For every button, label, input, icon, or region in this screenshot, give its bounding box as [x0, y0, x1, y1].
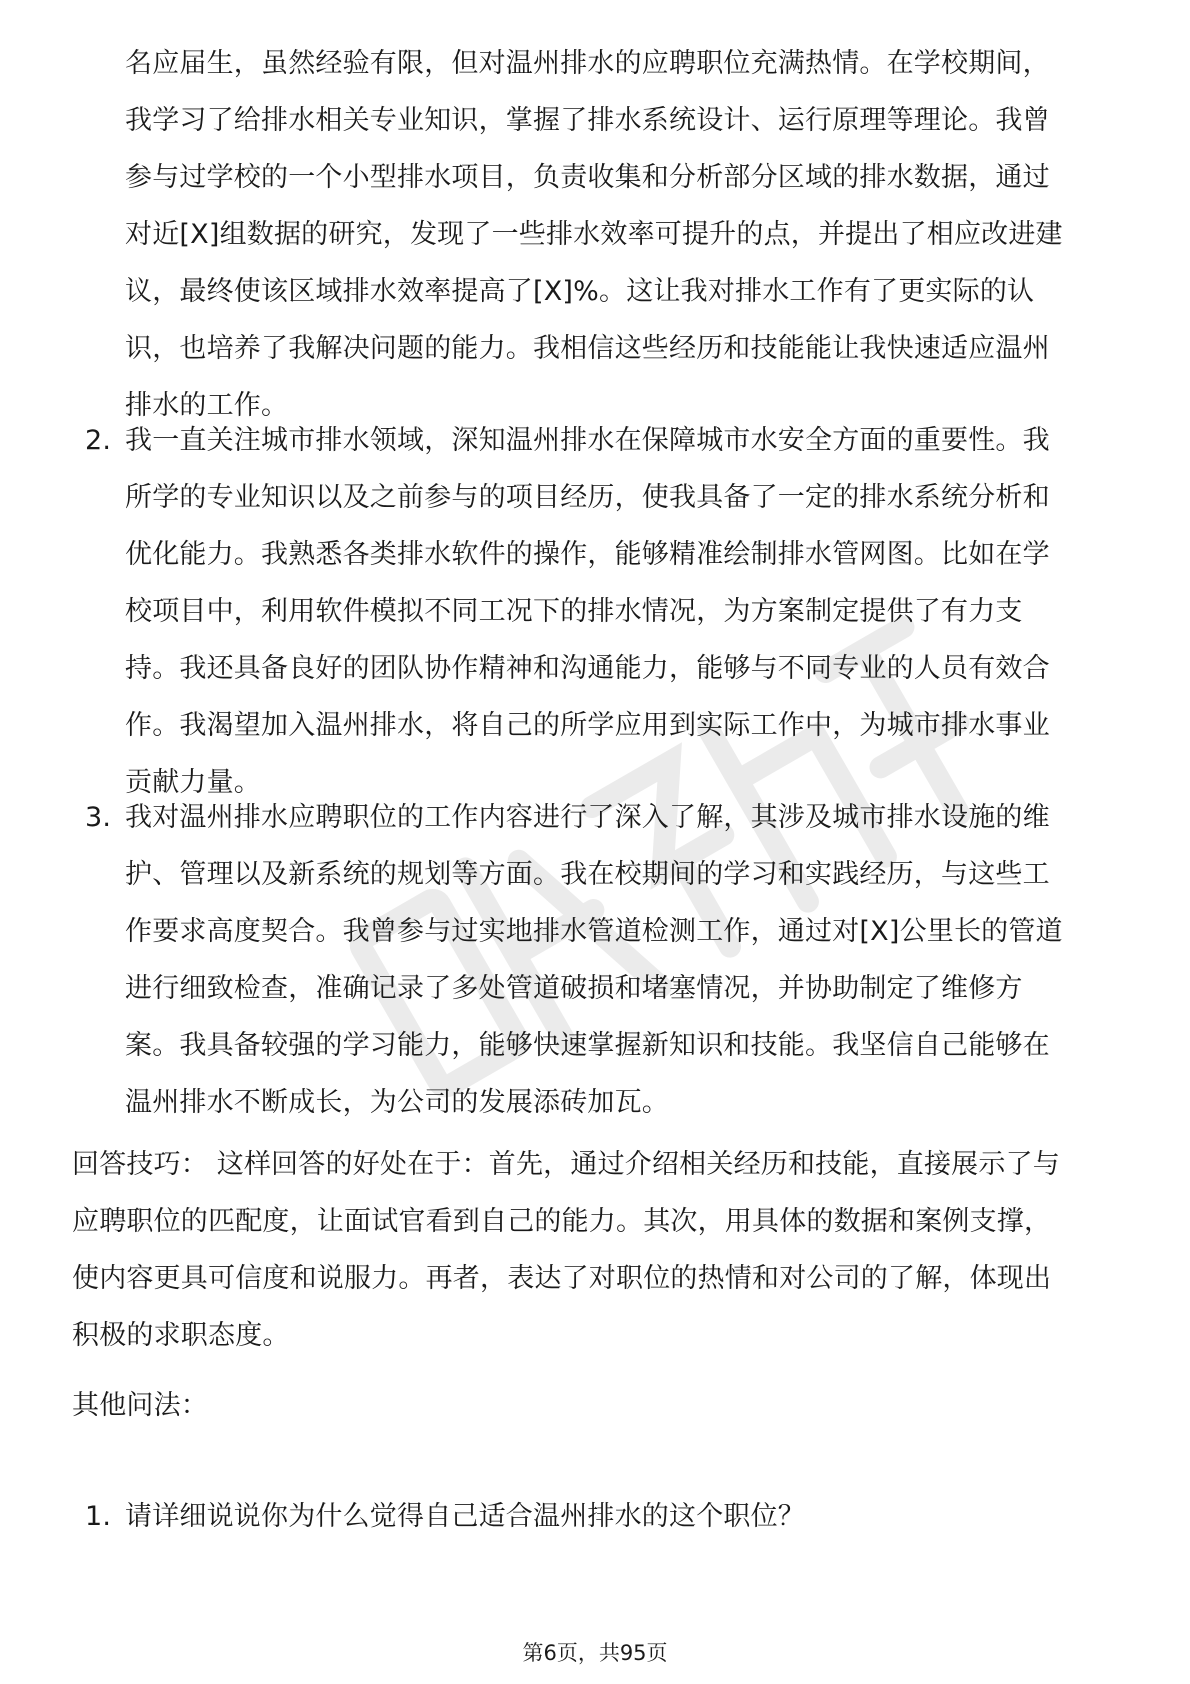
page-number: 第6页，共95页: [522, 1641, 668, 1665]
text-line: 进行细致检查，准确记录了多处管道破损和堵塞情况，并协助制定了维修方: [125, 973, 1023, 1004]
text-line: 对近[X]组数据的研究，发现了一些排水效率可提升的点，并提出了相应改进建: [125, 219, 1063, 250]
text-line: 使内容更具可信度和说服力。再者，表达了对职位的热情和对公司的了解，体现出: [72, 1263, 1052, 1294]
text-line: 优化能力。我熟悉各类排水软件的操作，能够精准绘制排水管网图。比如在学: [125, 539, 1050, 570]
other-phrasings-heading: [72, 1377, 1122, 1434]
text-line: 护、管理以及新系统的规划等方面。我在校期间的学习和实践经历，与这些工: [125, 859, 1050, 890]
text-line: 排水的工作。: [125, 390, 289, 421]
page-footer: [0, 1638, 1190, 1668]
text-line: 识，也培养了我解决问题的能力。我相信这些经历和技能能让我快速适应温州: [125, 333, 1050, 364]
other-phrasing-item-1: [85, 1488, 1115, 1545]
list-number: 2.: [85, 425, 112, 456]
answer-tips-paragraph: [72, 1136, 1122, 1364]
answer-item-3: [85, 789, 1115, 1131]
answer-item-2: [85, 412, 1115, 811]
text-line: 名应届生，虽然经验有限，但对温州排水的应聘职位充满热情。在学校期间，: [125, 48, 1050, 79]
text-line: 我一直关注城市排水领域，深知温州排水在保障城市水安全方面的重要性。我: [125, 425, 1050, 456]
text-line: 参与过学校的一个小型排水项目，负责收集和分析部分区域的排水数据，通过: [125, 162, 1050, 193]
text-line: 温州排水不断成长，为公司的发展添砖加瓦。: [125, 1087, 669, 1118]
text-line: 案。我具备较强的学习能力，能够快速掌握新知识和技能。我坚信自己能够在: [125, 1030, 1050, 1061]
text-line: 应聘职位的匹配度，让面试官看到自己的能力。其次，用具体的数据和案例支撑，: [72, 1206, 1052, 1237]
text-line: 贡献力量。: [125, 767, 261, 798]
text-line: 作。我渴望加入温州排水，将自己的所学应用到实际工作中，为城市排水事业: [125, 710, 1050, 741]
section-heading: 其他问法：: [72, 1390, 208, 1421]
text-line: 我对温州排水应聘职位的工作内容进行了深入了解，其涉及城市排水设施的维: [125, 802, 1050, 833]
text-line: 回答技巧： 这样回答的好处在于：首先，通过介绍相关经历和技能，直接展示了与: [72, 1149, 1060, 1180]
text-line: 所学的专业知识以及之前参与的项目经历，使我具备了一定的排水系统分析和: [125, 482, 1050, 513]
list-number: 1.: [85, 1501, 112, 1532]
list-number: 3.: [85, 802, 112, 833]
text-line: 持。我还具备良好的团队协作精神和沟通能力，能够与不同专业的人员有效合: [125, 653, 1050, 684]
text-line: 我学习了给排水相关专业知识，掌握了排水系统设计、运行原理等理论。我曾: [125, 105, 1050, 136]
text-line: 积极的求职态度。: [72, 1320, 290, 1351]
text-line: 作要求高度契合。我曾参与过实地排水管道检测工作，通过对[X]公里长的管道: [125, 916, 1063, 947]
text-line: 校项目中，利用软件模拟不同工况下的排水情况，为方案制定提供了有力支: [125, 596, 1023, 627]
answer-item-1-continued: [125, 35, 1115, 434]
text-line: 请详细说说你为什么觉得自己适合温州排水的这个职位？: [125, 1501, 805, 1532]
text-line: 议，最终使该区域排水效率提高了[X]%。这让我对排水工作有了更实际的认: [125, 276, 1035, 307]
